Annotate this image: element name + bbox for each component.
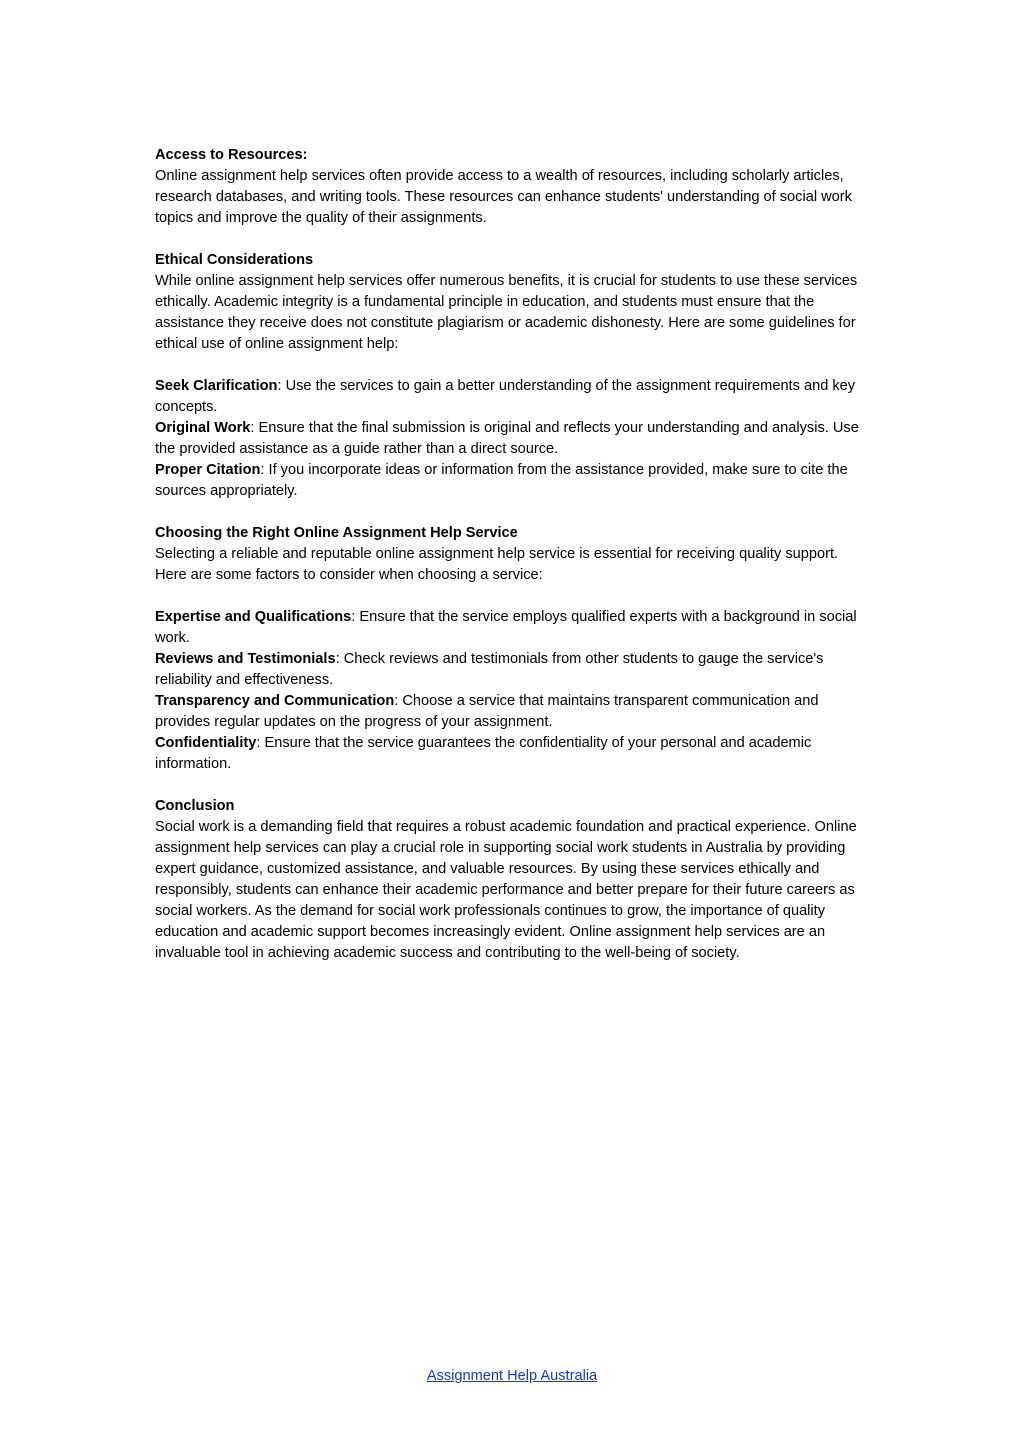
list-item-term: Proper Citation xyxy=(155,462,261,478)
list-item xyxy=(155,649,869,691)
list-item-term: Transparency and Communication xyxy=(155,693,395,709)
section-paragraph: Social work is a demanding field that requires a robust academic foundation and practical experience. Online assignment help services can play a crucial role in supporting social work students in Australia by providing expert guidance, customized assistance, and valuable resources. By using these services ethically and responsibly, students can enhance their academic performance and better prepare for their future careers as social workers. As the demand for social work professionals continues to grow, the importance of quality education and academic support becomes increasingly evident. Online assignment help services are an invaluable tool in achieving academic success and contributing to the well-being of society. xyxy=(155,819,857,961)
section-ethical-considerations xyxy=(155,250,869,355)
list-item-text: : Choose a service that maintains transparent communication and provides regular updates on the progress of your assignment. xyxy=(155,693,819,730)
section-access-to-resources xyxy=(155,145,869,229)
document-body xyxy=(155,145,869,985)
footer-link[interactable]: Assignment Help Australia xyxy=(426,1368,598,1384)
list-item-text: : Ensure that the service employs qualified experts with a background in social work. xyxy=(155,609,857,646)
section-paragraph: While online assignment help services offer numerous benefits, it is crucial for students to use these services ethically. Academic integrity is a fundamental principle in education, and students must ensure that the assistance they receive does not constitute plagiarism or academic dishonesty. Here are some guidelines for ethical use of online assignment help: xyxy=(155,273,858,352)
list-item-text: : If you incorporate ideas or information from the assistance provided, make sure to cite the sources appropriately. xyxy=(155,462,848,499)
list-item-text: : Ensure that the final submission is original and reflects your understanding and analysis. Use the provided assistance as a guide rather than a direct source. xyxy=(155,420,859,457)
list-item-term: Reviews and Testimonials xyxy=(155,651,336,667)
list-item-term: Confidentiality xyxy=(155,735,257,751)
list-item xyxy=(155,691,869,733)
section-paragraph: Selecting a reliable and reputable online assignment help service is essential for receiving quality support. Here are some factors to consider when choosing a service: xyxy=(155,546,839,583)
list-item-term: Expertise and Qualifications xyxy=(155,609,352,625)
list-item xyxy=(155,376,869,418)
section-heading: Access to Resources: xyxy=(155,147,308,163)
list-item xyxy=(155,607,869,649)
list-item xyxy=(155,460,869,502)
list-item-term: Original Work xyxy=(155,420,251,436)
section-heading: Ethical Considerations xyxy=(155,252,314,268)
section-paragraph: Online assignment help services often provide access to a wealth of resources, including scholarly articles, research databases, and writing tools. These resources can enhance students' understanding of social work topics and improve the quality of their assignments. xyxy=(155,168,852,226)
section-choosing-service xyxy=(155,523,869,586)
list-item-text: : Ensure that the service guarantees the confidentiality of your personal and academic information. xyxy=(155,735,812,772)
section-conclusion xyxy=(155,796,869,964)
service-factors-list xyxy=(155,607,869,775)
section-heading: Choosing the Right Online Assignment Help Service xyxy=(155,525,518,541)
list-item-text: : Use the services to gain a better understanding of the assignment requirements and key concepts. xyxy=(155,378,856,415)
list-item xyxy=(155,733,869,775)
list-item xyxy=(155,418,869,460)
section-heading: Conclusion xyxy=(155,798,235,814)
list-item-term: Seek Clarification xyxy=(155,378,278,394)
page-footer xyxy=(0,1366,1024,1387)
ethical-guidelines-list xyxy=(155,376,869,502)
list-item-text: : Check reviews and testimonials from other students to gauge the service's reliability and effectiveness. xyxy=(155,651,824,688)
